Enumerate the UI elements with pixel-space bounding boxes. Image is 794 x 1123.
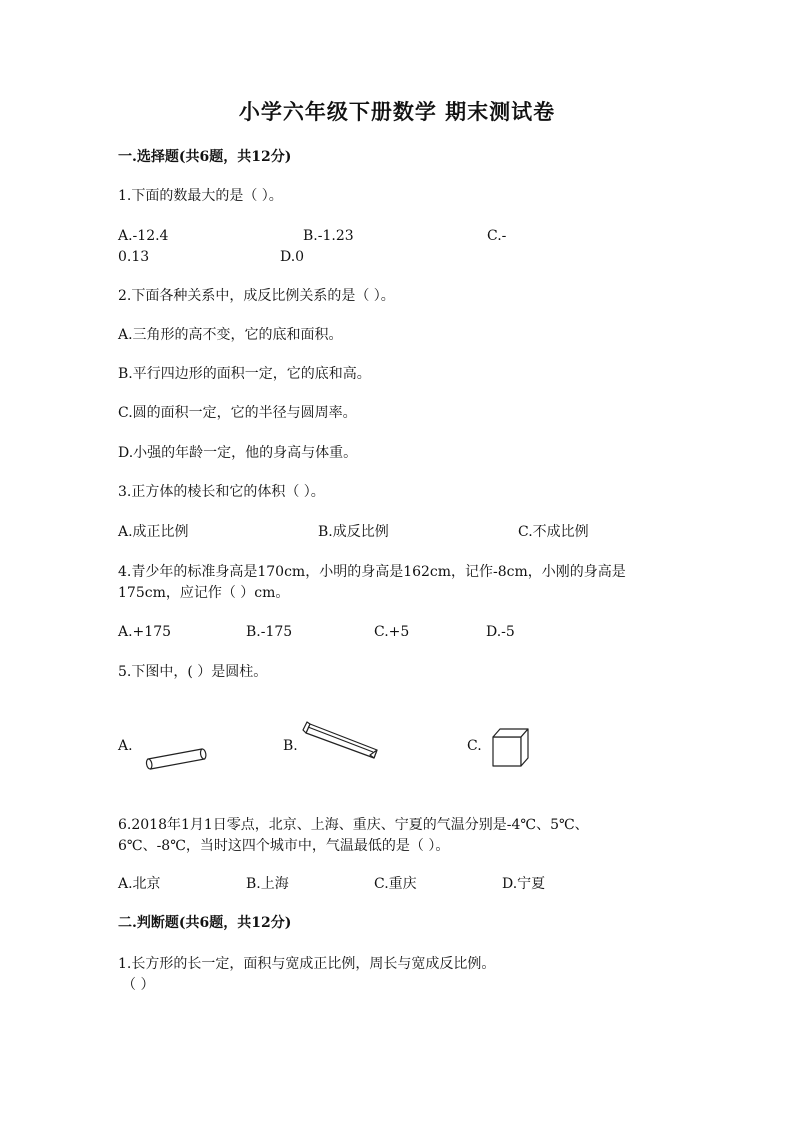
question-6-stem-line1: 6.2018年1月1日零点，北京、上海、重庆、宁夏的气温分别是-4℃、5℃、 bbox=[118, 817, 589, 833]
question-5-option-b: B. bbox=[283, 738, 298, 754]
tf-question-1-stem: 1.长方形的长一定，面积与宽成正比例，周长与宽成反比例。 bbox=[118, 956, 496, 972]
question-2-option-d: D.小强的年龄一定，他的身高与体重。 bbox=[118, 445, 358, 461]
question-1-option-d: D.0 bbox=[280, 249, 305, 265]
question-3-stem: 3.正方体的棱长和它的体积（ ）。 bbox=[118, 484, 325, 500]
question-6-option-c: C.重庆 bbox=[374, 876, 417, 892]
question-3-option-a: A.成正比例 bbox=[118, 524, 189, 540]
question-4-stem-line1: 4.青少年的标准身高是170cm，小明的身高是162cm，记作-8cm，小刚的身高是 bbox=[118, 564, 626, 580]
page-title: 小学六年级下册数学 期末测试卷 bbox=[238, 99, 556, 124]
question-5-stem: 5.下图中，( ）是圆柱。 bbox=[118, 664, 268, 680]
question-6-option-b: B.上海 bbox=[246, 876, 289, 892]
question-6-option-d: D.宁夏 bbox=[502, 876, 546, 892]
question-2-option-c: C.圆的面积一定，它的半径与圆周率。 bbox=[118, 405, 357, 421]
question-4-option-a: A.+175 bbox=[118, 624, 172, 640]
cube-figure bbox=[490, 726, 532, 770]
triangular-prism-figure bbox=[300, 718, 382, 766]
question-1-option-b: B.-1.23 bbox=[303, 228, 354, 244]
section-heading-true-false: 二.判断题(共6题，共12分) bbox=[118, 915, 292, 931]
question-6-stem-line2: 6℃、-8℃，当时这四个城市中，气温最低的是（ ）。 bbox=[118, 838, 450, 854]
question-4-option-d: D.-5 bbox=[486, 624, 515, 640]
cylinder-figure bbox=[142, 742, 212, 772]
question-1-option-a: A.-12.4 bbox=[118, 228, 169, 244]
tf-question-1-blank: （ ） bbox=[122, 977, 155, 993]
question-1-option-c-continued: 0.13 bbox=[118, 249, 150, 265]
question-3-option-b: B.成反比例 bbox=[318, 524, 389, 540]
question-2-option-a: A.三角形的高不变，它的底和面积。 bbox=[118, 327, 343, 343]
question-4-stem-line2: 175cm，应记作（ ）cm。 bbox=[118, 585, 290, 601]
question-6-option-a: A.北京 bbox=[118, 876, 161, 892]
question-5-option-a: A. bbox=[118, 738, 133, 754]
question-4-option-c: C.+5 bbox=[374, 624, 410, 640]
question-2-option-b: B.平行四边形的面积一定，它的底和高。 bbox=[118, 366, 371, 382]
question-4-option-b: B.-175 bbox=[246, 624, 293, 640]
question-1-stem: 1.下面的数最大的是（ ）。 bbox=[118, 188, 283, 204]
question-5-option-c: C. bbox=[467, 738, 482, 754]
question-3-option-c: C.不成比例 bbox=[518, 524, 589, 540]
question-2-stem: 2.下面各种关系中，成反比例关系的是（ ）。 bbox=[118, 288, 395, 304]
section-heading-choice: 一.选择题(共6题，共12分) bbox=[118, 149, 292, 165]
question-1-option-c: C.- bbox=[487, 228, 507, 244]
